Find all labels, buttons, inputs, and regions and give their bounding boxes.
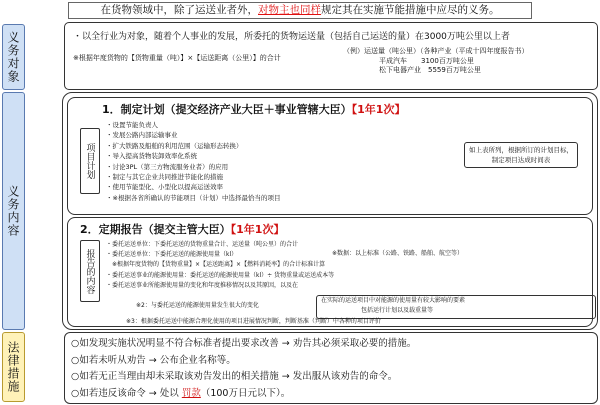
plan-title-text: 制定计划（提交经济产业大臣＋事业管辖大臣） [120, 103, 352, 116]
report-title-frequency: 【1年1次】 [230, 223, 285, 236]
plan-tag: 项目计划 [80, 128, 100, 194]
example-row: （例）运送量（吨公里）（各种产业（平成十四年度报告书） [343, 47, 529, 55]
plan-subpanel [67, 97, 593, 215]
legal-measure-text: ○如发现实施状况明显不符合标准者提出要求改善 → 劝告其必须采取必要的措施。 [71, 338, 417, 349]
plan-title-frequency: 【1年1次】 [351, 103, 406, 116]
target-calculation-note: ※根据年度货物的【货物重量（吨）】×【运送距离（公里）】的合计 [73, 54, 281, 62]
list-item [71, 369, 416, 386]
category-label-target: 义务对象 [2, 24, 25, 90]
list-item: ・委托运送事业的能源使用量：委托运送的能源使用量（kl）÷ 货物重量或运送成本等 [106, 271, 335, 279]
list-item [71, 353, 416, 370]
banner-text-post: 规定其在实施节能措施中应尽的义务。 [321, 4, 500, 16]
plan-title [102, 101, 405, 117]
list-item: ・使用节能型化、小型化以提高运送效率 [106, 183, 223, 192]
plan-note-box [464, 142, 578, 168]
banner-highlight: 对物主也同样 [258, 4, 321, 16]
report-item-list [106, 240, 334, 291]
penalty-highlight: 罚款 [181, 387, 201, 399]
list-item [71, 336, 416, 353]
header-banner [68, 2, 532, 19]
list-item: ・委托运送单位：下委托运送的能源使用量（kl） [106, 251, 238, 259]
report-title [80, 221, 284, 237]
legal-measure-text: ○如若违反该命令 → 处以 [71, 387, 182, 399]
list-item: ・委托运送事业所能源使用量的变化和年度推移情况以及其原因，以及在 [106, 281, 299, 289]
list-item: ※根据年度货物的【货物重量】×【运送距离】×【燃料消耗率】的合计标准计算 [106, 261, 326, 269]
list-item: ・导入提高货物装卸效率化系统 [106, 152, 197, 161]
obligation-content-panel [62, 92, 598, 330]
list-item: ・设置节能负责人 [106, 121, 158, 129]
list-item [71, 386, 416, 403]
list-item: ・讨论3PL（第三方物流服务业者）的应用 [106, 162, 229, 171]
report-data-note: ※数据：以上标准（公路、铁路、船舶、航空等） [332, 250, 464, 257]
plan-item-list [106, 120, 280, 203]
list-item: ・委托运送单位：下委托运送的货物重量合计、运送量（吨公里）的合计 [106, 241, 299, 248]
report-title-number: 2． [80, 223, 99, 236]
report-subpanel [67, 217, 593, 327]
banner-text-pre: 在货物领域中，除了运送业者外， [100, 4, 258, 16]
legal-measure-text: ○如若未听从劝告 → 公布企业名称等。 [71, 354, 236, 366]
plan-note-line: 制定项目达成时间表 [491, 156, 551, 164]
report-tag: 报告的内容 [80, 240, 100, 302]
legal-measure-text: ○如若无正当理由却未采取该劝告发出的相关措施 → 发出服从该劝告的命令。 [71, 371, 398, 382]
report-factor-line: 包括运行计划以及载重量等 [361, 307, 434, 314]
report-factor-line: 在实际的运送项目中对能源的使用量有较大影响的要素 [321, 297, 466, 304]
list-item: ・扩大铁路及船舶的利用范围（运输形态转换） [106, 141, 243, 150]
list-item: ・※根据各省所确认的节能项目（计划）中选择最恰当的项目 [106, 193, 281, 202]
legal-measure-text: （100万日元以下）。 [200, 387, 291, 399]
report-footnote-2: ※2：与委托运送的能源使用量发生很大的变化 [136, 302, 259, 309]
category-label-legal: 法律措施 [2, 332, 25, 402]
legal-measures-list [71, 336, 416, 402]
example-row: 松下电器产业 5559百万吨公里 [379, 66, 481, 74]
report-title-text: 定期报告（提交主管大臣） [98, 223, 231, 236]
example-table [343, 47, 593, 76]
example-row: 平成汽车 3100百万吨公里 [379, 56, 474, 65]
list-item: ・制定与其它企业共同推进节能化的措施 [106, 173, 223, 182]
target-description: ・以全行业为对象，随着个人事业的发展，所委托的货物运送量（包括自己运送的量）在3000万吨公里以上者 [73, 32, 510, 42]
legal-measures-panel [64, 332, 598, 404]
report-footnote-3: ※3：根据委托运送中能源合理化使用的项目进展情况判断，判断基准（判断）中各种的项目评价 [126, 318, 381, 325]
category-label-content: 义务内容 [2, 92, 25, 330]
plan-note-line: 如上表所列，根据所订的计划目标， [469, 146, 573, 154]
plan-title-number: 1． [102, 103, 121, 116]
obligation-target-panel [64, 22, 598, 90]
list-item: ・发展公路内部运输事业 [106, 131, 178, 140]
